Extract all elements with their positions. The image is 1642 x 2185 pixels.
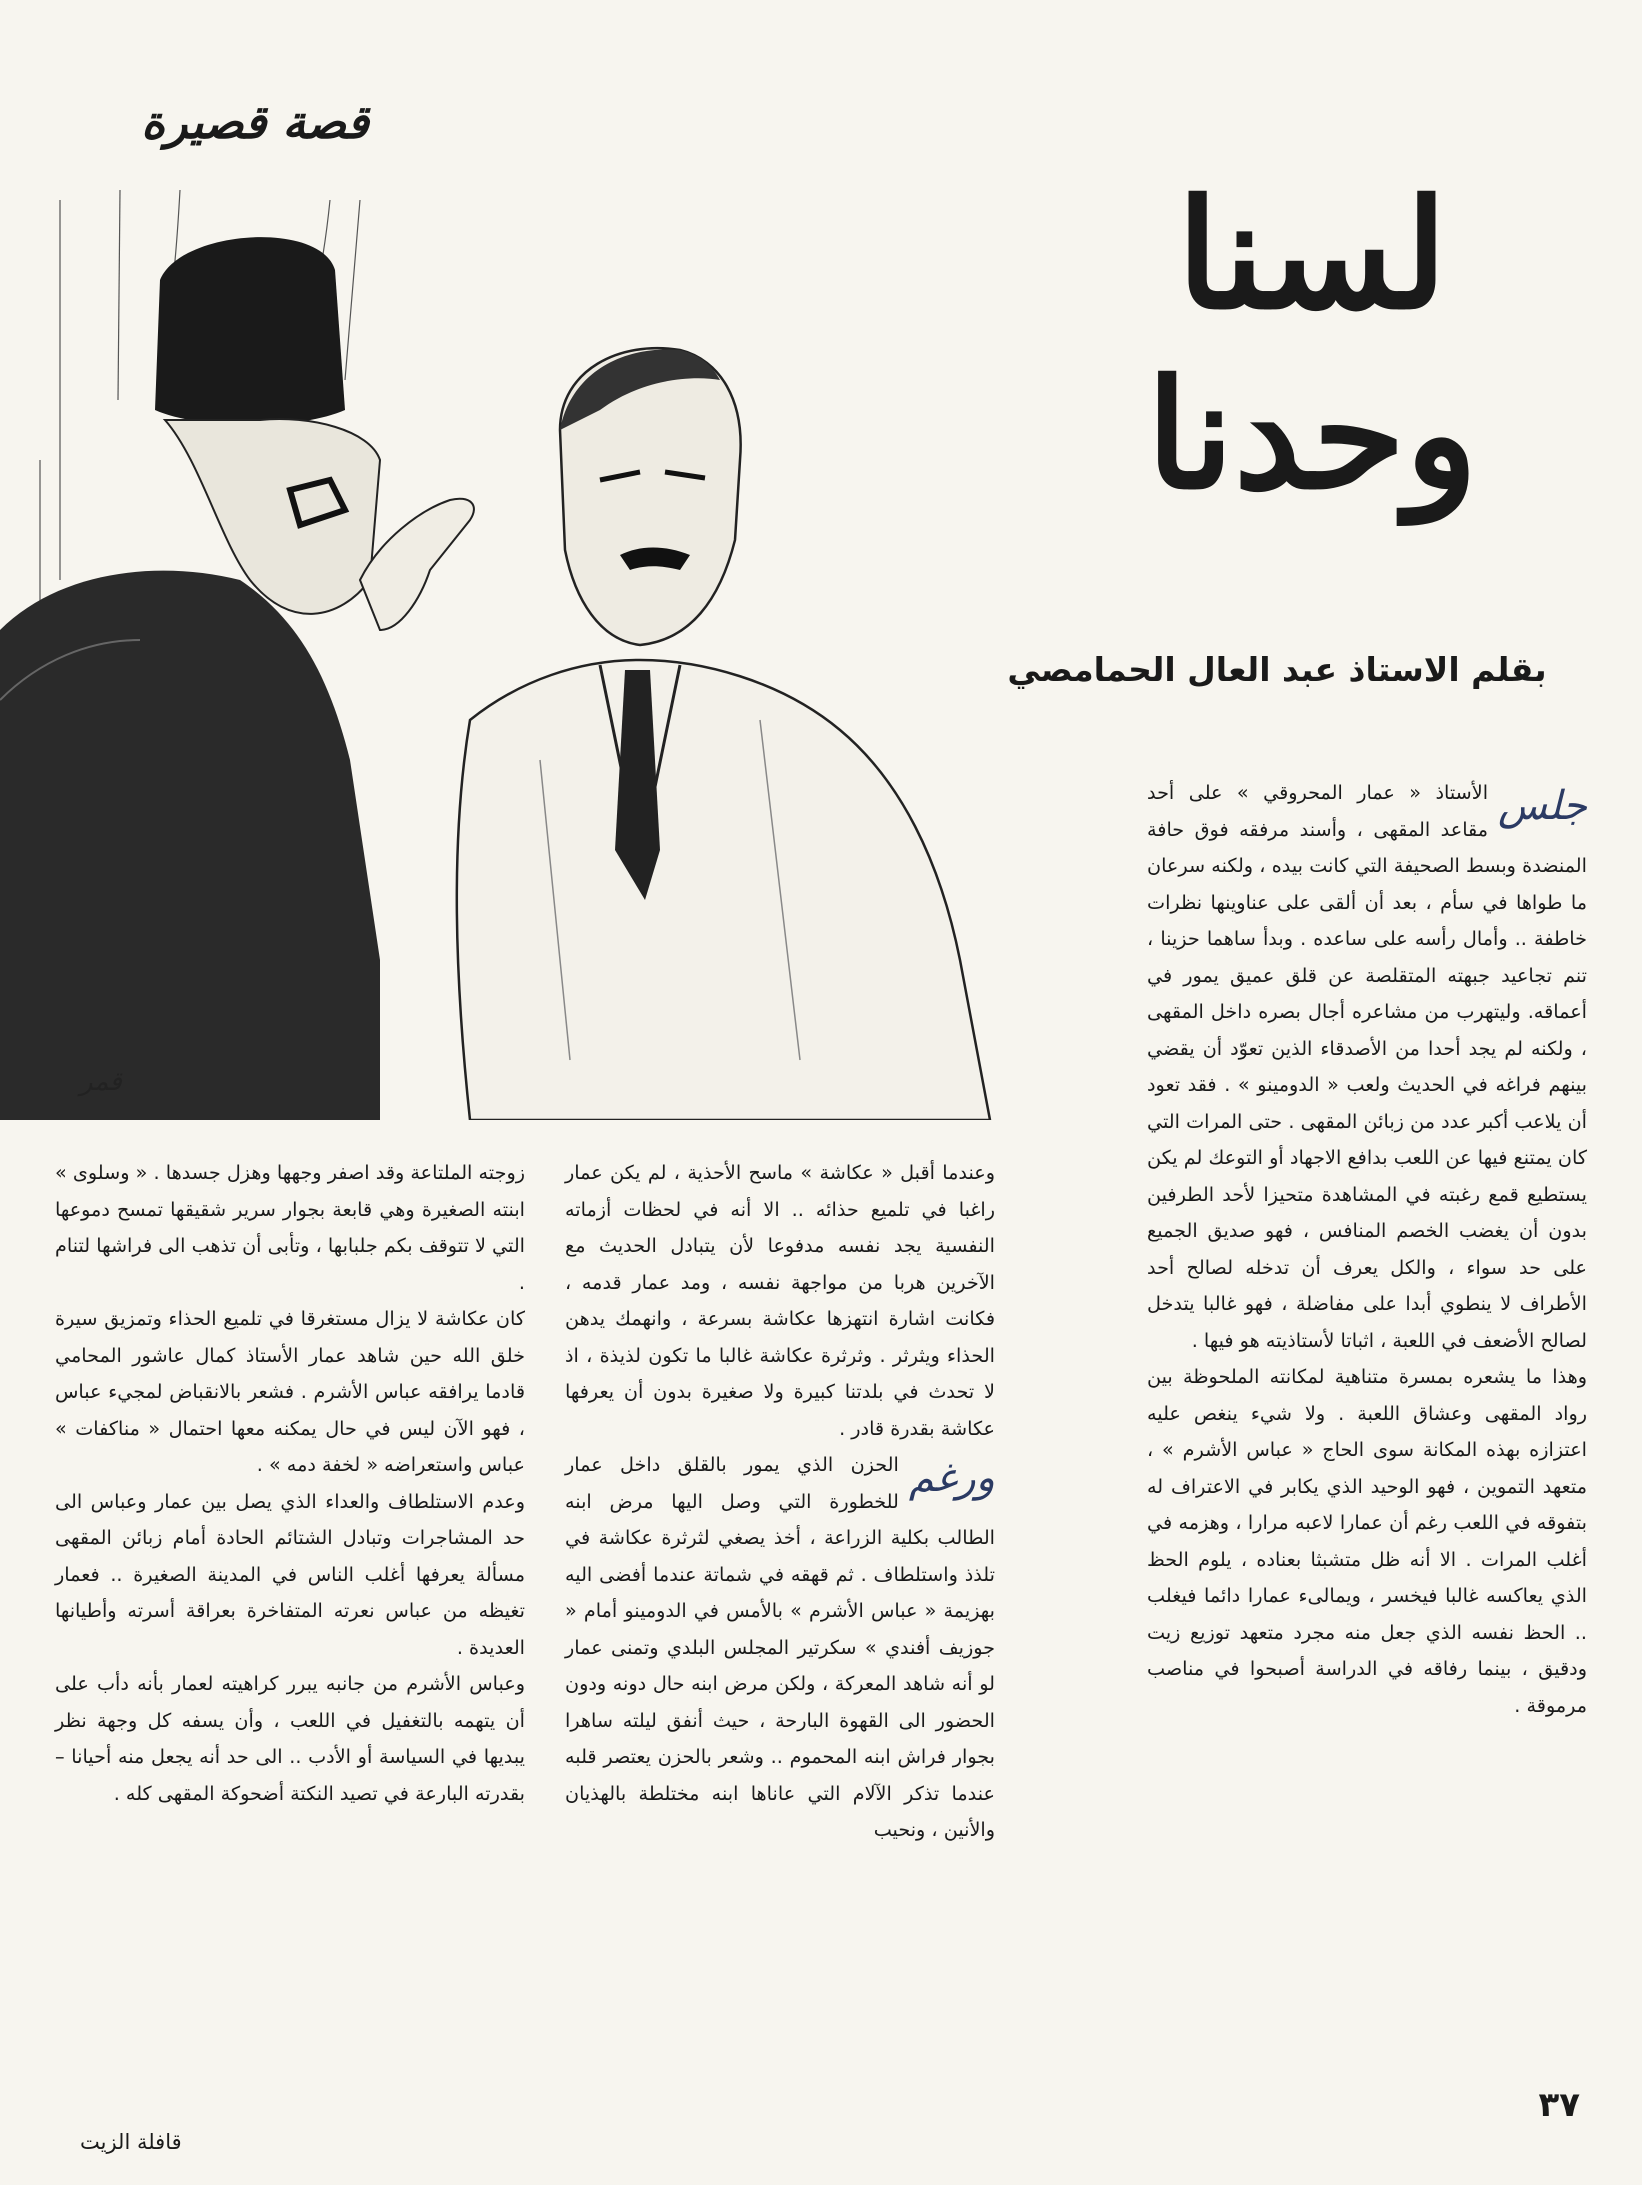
paragraph: وعباس الأشرم من جانبه يبرر كراهيته لعمار بأنه دأب على أن يتهمه بالتغفيل في اللعب ، وأن يسفه كل وجهة نظر يبديها في السياسة أو الأدب .. الى حد أنه يجعل منه أحيانا – بقدرته البارعة في تصيد النكتة أضحوكة المقهى كله . (55, 1672, 525, 1805)
lead-word: ورغم (908, 1455, 995, 1501)
artist-signature: قمر (80, 1067, 122, 1097)
text-column-middle (565, 1155, 995, 1849)
paragraph: كان عكاشة لا يزال مستغرقا في تلميع الحذاء وتمزيق سيرة خلق الله حين شاهد عمار الأستاذ كمال عاشور المحامي قادما يرافقه عباس الأشرم . فشعر بالانقباض لمجيء عباس ، فهو الآن ليس في حال يمكنه معها احتمال « مناكفات » عباس واستعراضه « لخفة دمه » . (55, 1307, 525, 1476)
title-line-2: وحدنا (1146, 347, 1478, 523)
title-line-1: لسنا (1176, 167, 1448, 343)
magazine-name: قافلة الزيت (80, 2130, 182, 2154)
paragraph: وهذا ما يشعره بمسرة متناهية لمكانته الملحوظة بين رواد المقهى وعشاق اللعبة . ولا شيء ينغص عليه اعتزازه بهذه المكانة سوى الحاج « عباس الأشرم » ، متعهد التموين ، فهو الوحيد الذي يكابر في الاعتراف له بتفوقه في اللعب رغم أن عمارا لاعبه مرارا ، وهزمه في أغلب المرات . الا أنه ظل متشبثا بعناده ، يلوم الحظ الذي يعاكسه غالبا فيخسر ، ويمالىء عمارا دائما فيغلب .. الحظ نفسه الذي جعل منه مجرد متعهد توزيع زيت ودقيق ، بينما رفاقه في الدراسة أصبحوا في مناصب مرموقة . (1147, 1365, 1587, 1717)
section-label: قصة قصيرة (141, 95, 369, 149)
text-column-left (55, 1155, 525, 1812)
page-number: ٣٧ (1538, 2085, 1580, 2125)
paragraph: الحزن الذي يمور بالقلق داخل عمار للخطورة التي وصل اليها مرض ابنه الطالب بكلية الزراعة ، أخذ يصغي لثرثرة عكاشة في تلذذ واستلطاف . ثم قهقه في شماتة عندما أفضى اليه بهزيمة « عباس الأشرم » بالأمس في الدومينو أمام « جوزيف أفندي » سكرتير المجلس البلدي وتمنى عمار لو أنه شاهد المعركة ، ولكن مرض ابنه حال دونه ودون الحضور الى القهوة البارحة ، حيث أنفق ليلته ساهرا بجوار فراش ابنه المحموم .. وشعر بالحزن يعتصر قلبه عندما تذكر الآلام التي عاناها ابنه مختلطة بالهذيان والأنين ، ونحيب (565, 1453, 995, 1841)
illustration-two-men-talking (0, 160, 1040, 1120)
text-column-right (1147, 775, 1587, 1724)
man-in-suit (457, 348, 990, 1120)
author-byline: بقلم الاستاذ عبد العال الحمامصي (1007, 650, 1547, 689)
paragraph: وعندما أقبل « عكاشة » ماسح الأحذية ، لم يكن عمار راغبا في تلميع حذائه .. الا أنه في لحظات أزماته النفسية يجد نفسه مدفوعا لأن يتبادل الحديث مع الآخرين هربا من مواجهة نفسه ، ومد عمار قدمه ، فكانت اشارة انتهزها عكاشة بسرعة ، وانهمك يدهن الحذاء ويثرثر . وثرثرة عكاشة غالبا ما تكون لذيذة ، اذ لا تحدث في بلدتنا كبيرة ولا صغيرة بدون أن يعرفها عكاشة بقدرة قادر . (565, 1161, 995, 1440)
paragraph: الأستاذ « عمار المحروقي » على أحد مقاعد المقهى ، وأسند مرفقه فوق حافة المنضدة وبسط الصحيفة التي كانت بيده ، ولكنه سرعان ما طواها في سأم ، بعد أن ألقى على عناوينها نظرات خاطفة .. وأمال رأسه على ساعده . وبدأ ساهما حزينا ، تنم تجاعيد جبهته المتقلصة عن قلق عميق يمور في أعماقه. وليتهرب من مشاعره أجال بصره داخل المقهى ، ولكنه لم يجد أحدا من الأصدقاء الذين تعوّد أن يقضي بينهم فراغه في الحديث ولعب « الدومينو » . فقد تعود أن يلاعب أكبر عدد من زبائن المقهى . حتى المرات التي كان يمتنع فيها عن اللعب بدافع الاجهاد أو التوعك لم يكن يستطيع قمع رغبته في المشاهدة متحيزا لأحد الطرفين بدون أن يغضب الخصم المنافس ، فهو صديق الجميع على حد سواء ، والكل يعرف أن تدخله لصالح أحد الأطراف لا ينطوي أبدا على مفاضلة ، فهو غالبا يتدخل لصالح الأضعف في اللعبة ، اثباتا لأستاذيته هو فيها . (1147, 781, 1587, 1352)
story-illustration (0, 160, 1040, 1120)
story-title (1052, 165, 1572, 525)
paragraph: وعدم الاستلطاف والعداء الذي يصل بين عمار وعباس الى حد المشاجرات وتبادل الشتائم الحادة أمام زبائن المقهى مسألة يعرفها أغلب الناس في المدينة الصغيرة .. فعمار تغيظه من عباس نعرته المتفاخرة بعراقة أسرته وأطيانها العديدة . (55, 1489, 525, 1659)
paragraph: زوجته الملتاعة وقد اصفر وجهها وهزل جسدها . « وسلوى » ابنته الصغيرة وهي قابعة بجوار سرير شقيقها تمسح دموعها التي لا تتوقف بكم جلبابها ، وتأبى أن تذهب الى فراشها لتنام . (55, 1161, 525, 1294)
lead-word: جلس (1498, 783, 1587, 829)
man-with-fez (0, 237, 474, 1120)
